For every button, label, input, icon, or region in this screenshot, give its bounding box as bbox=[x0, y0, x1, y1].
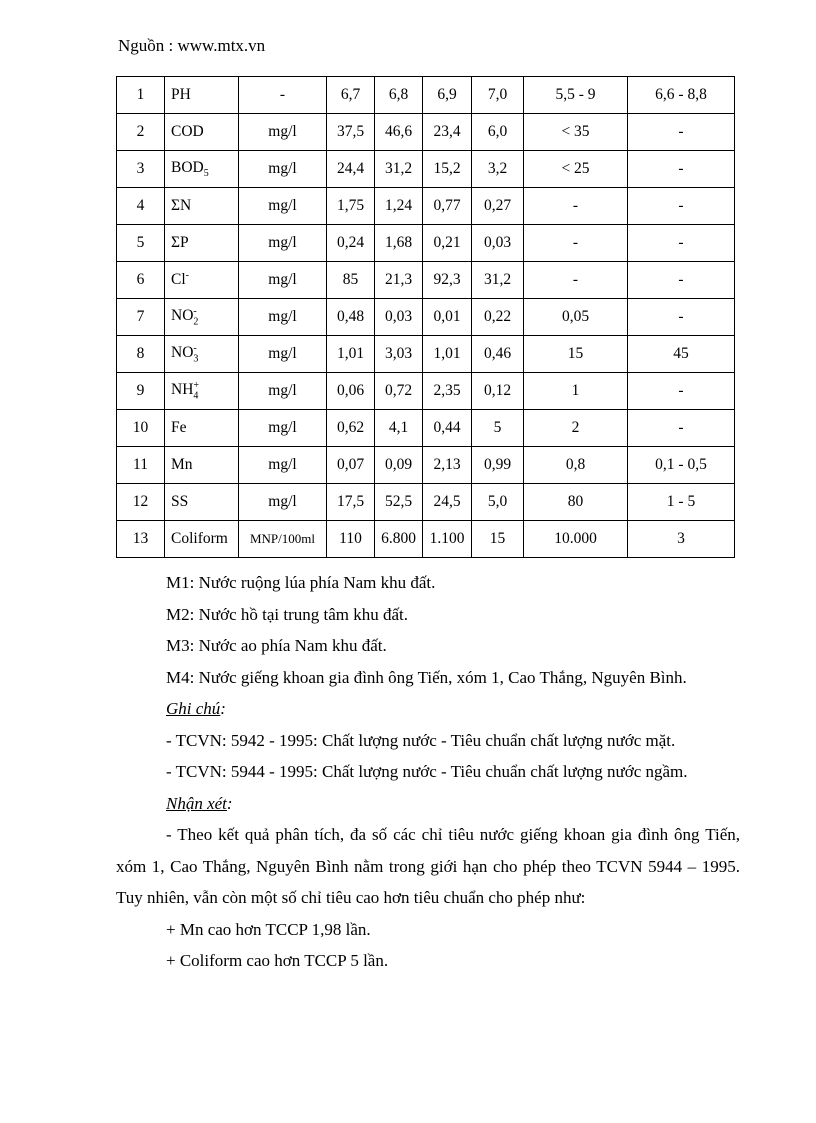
table-row bbox=[117, 262, 735, 299]
cell-no: 4 bbox=[117, 188, 165, 225]
cell-std1: - bbox=[524, 225, 628, 262]
param-name: Fe bbox=[171, 419, 187, 436]
cell-unit: MNP/100ml bbox=[239, 521, 327, 558]
note-m4: M4: Nước giếng khoan gia đình ông Tiến, xóm 1, Cao Thắng, Nguyên Bình. bbox=[166, 667, 687, 687]
cell-std2: - bbox=[628, 410, 735, 447]
cell-m2: 1,68 bbox=[375, 225, 423, 262]
cell-m4: 7,0 bbox=[472, 77, 524, 114]
cell-m1: 37,5 bbox=[327, 114, 375, 151]
cell-m2: 31,2 bbox=[375, 151, 423, 188]
source-line: Nguồn : www.mtx.vn bbox=[118, 36, 266, 55]
bullet-coliform: + Coliform cao hơn TCCP 5 lần. bbox=[166, 951, 389, 970]
cell-param bbox=[165, 262, 239, 299]
cell-m2: 46,6 bbox=[375, 114, 423, 151]
table-row bbox=[117, 336, 735, 373]
param-name: NO bbox=[171, 344, 194, 362]
cell-std2: - bbox=[628, 225, 735, 262]
cell-m2: 21,3 bbox=[375, 262, 423, 299]
cell-m4: 0,27 bbox=[472, 188, 524, 225]
cell-m2: 4,1 bbox=[375, 410, 423, 447]
cell-param bbox=[165, 225, 239, 262]
table-row bbox=[117, 77, 735, 114]
param-superscript: - bbox=[185, 270, 189, 282]
cell-m3: 0,77 bbox=[423, 188, 472, 225]
param-name: Mn bbox=[171, 456, 193, 473]
param-subscript: 3 bbox=[193, 353, 199, 365]
note-m1: M1: Nước ruộng lúa phía Nam khu đất. bbox=[166, 573, 436, 592]
cell-param bbox=[165, 114, 239, 151]
cell-no: 12 bbox=[117, 484, 165, 521]
cell-param bbox=[165, 77, 239, 114]
cell-m4: 15 bbox=[472, 521, 524, 558]
param-name: NO bbox=[171, 307, 194, 325]
table-row bbox=[117, 373, 735, 410]
note-m3: M3: Nước ao phía Nam khu đất. bbox=[166, 636, 387, 655]
cell-std1: < 35 bbox=[524, 114, 628, 151]
cell-m2: 0,72 bbox=[375, 373, 423, 410]
cell-no: 13 bbox=[117, 521, 165, 558]
cell-m1: 17,5 bbox=[327, 484, 375, 521]
cell-unit: mg/l bbox=[239, 373, 327, 410]
cell-std1: 5,5 - 9 bbox=[524, 77, 628, 114]
cell-m2: 6.800 bbox=[375, 521, 423, 558]
cell-no: 2 bbox=[117, 114, 165, 151]
table-row bbox=[117, 484, 735, 521]
param-subscript: 4 bbox=[193, 390, 199, 402]
cell-std1: < 25 bbox=[524, 151, 628, 188]
cell-m3: 2,13 bbox=[423, 447, 472, 484]
cell-m4: 0,22 bbox=[472, 299, 524, 336]
cell-m3: 92,3 bbox=[423, 262, 472, 299]
cell-m1: 0,48 bbox=[327, 299, 375, 336]
cell-m3: 23,4 bbox=[423, 114, 472, 151]
cell-std1: - bbox=[524, 188, 628, 225]
cell-unit: mg/l bbox=[239, 225, 327, 262]
cell-std2: 0,1 - 0,5 bbox=[628, 447, 735, 484]
cell-std1: 15 bbox=[524, 336, 628, 373]
cell-m4: 0,46 bbox=[472, 336, 524, 373]
cell-m2: 6,8 bbox=[375, 77, 423, 114]
cell-m1: 24,4 bbox=[327, 151, 375, 188]
table-row bbox=[117, 447, 735, 484]
cell-no: 3 bbox=[117, 151, 165, 188]
cell-unit: mg/l bbox=[239, 447, 327, 484]
param-name: PH bbox=[171, 86, 191, 103]
cell-m4: 31,2 bbox=[472, 262, 524, 299]
cell-param bbox=[165, 336, 239, 373]
param-name: ΣP bbox=[171, 234, 189, 251]
cell-param bbox=[165, 151, 239, 188]
note-tcvn-5944: - TCVN: 5944 - 1995: Chất lượng nước - Tiêu chuẩn chất lượng nước ngầm. bbox=[166, 762, 688, 781]
cell-m1: 0,06 bbox=[327, 373, 375, 410]
param-subscript: 5 bbox=[203, 168, 209, 180]
cell-unit: mg/l bbox=[239, 336, 327, 373]
cell-m3: 0,01 bbox=[423, 299, 472, 336]
param-name: NH bbox=[171, 381, 194, 399]
cell-m4: 0,99 bbox=[472, 447, 524, 484]
bullet-mn: + Mn cao hơn TCCP 1,98 lần. bbox=[166, 919, 371, 939]
param-name: Coliform bbox=[171, 530, 228, 547]
cell-m2: 3,03 bbox=[375, 336, 423, 373]
cell-std2: - bbox=[628, 188, 735, 225]
cell-m1: 1,75 bbox=[327, 188, 375, 225]
cell-param bbox=[165, 373, 239, 410]
table-row bbox=[117, 521, 735, 558]
cell-std2: - bbox=[628, 114, 735, 151]
param-superscript: - bbox=[193, 306, 197, 318]
cell-m4: 5,0 bbox=[472, 484, 524, 521]
cell-no: 1 bbox=[117, 77, 165, 114]
cell-unit: mg/l bbox=[239, 484, 327, 521]
nhan-xet-label: Nhận xét bbox=[166, 793, 227, 813]
cell-std2: - bbox=[628, 373, 735, 410]
cell-m1: 0,24 bbox=[327, 225, 375, 262]
param-superscript: - bbox=[193, 343, 197, 355]
cell-unit: mg/l bbox=[239, 151, 327, 188]
water-quality-table bbox=[116, 76, 735, 558]
cell-no: 9 bbox=[117, 373, 165, 410]
cell-unit: mg/l bbox=[239, 410, 327, 447]
note-tcvn-5942: - TCVN: 5942 - 1995: Chất lượng nước - Tiêu chuẩn chất lượng nước mặt. bbox=[166, 730, 676, 750]
table-row bbox=[117, 225, 735, 262]
param-subscript: 2 bbox=[193, 316, 199, 328]
cell-std2: 1 - 5 bbox=[628, 484, 735, 521]
cell-unit: mg/l bbox=[239, 299, 327, 336]
param-name: ΣN bbox=[171, 197, 192, 214]
notes-section bbox=[116, 567, 740, 977]
cell-m3: 15,2 bbox=[423, 151, 472, 188]
cell-param bbox=[165, 299, 239, 336]
cell-m3: 1,01 bbox=[423, 336, 472, 373]
param-name: SS bbox=[171, 493, 189, 510]
cell-no: 5 bbox=[117, 225, 165, 262]
cell-param bbox=[165, 447, 239, 484]
cell-std2: - bbox=[628, 299, 735, 336]
table-row bbox=[117, 299, 735, 336]
cell-m4: 6,0 bbox=[472, 114, 524, 151]
cell-m1: 0,07 bbox=[327, 447, 375, 484]
cell-no: 8 bbox=[117, 336, 165, 373]
cell-m1: 110 bbox=[327, 521, 375, 558]
ghi-chu-heading: Ghi chú: bbox=[166, 699, 226, 718]
note-m2: M2: Nước hồ tại trung tâm khu đất. bbox=[166, 604, 409, 624]
cell-m3: 2,35 bbox=[423, 373, 472, 410]
cell-param bbox=[165, 521, 239, 558]
cell-m3: 0,21 bbox=[423, 225, 472, 262]
ghi-chu-label: Ghi chú bbox=[166, 699, 221, 718]
cell-m1: 0,62 bbox=[327, 410, 375, 447]
cell-no: 10 bbox=[117, 410, 165, 447]
cell-m4: 0,12 bbox=[472, 373, 524, 410]
cell-std2: - bbox=[628, 262, 735, 299]
cell-no: 7 bbox=[117, 299, 165, 336]
cell-unit: - bbox=[239, 77, 327, 114]
param-superscript: + bbox=[193, 380, 200, 392]
cell-std1: 0,8 bbox=[524, 447, 628, 484]
cell-param bbox=[165, 410, 239, 447]
cell-std1: 0,05 bbox=[524, 299, 628, 336]
table-row bbox=[117, 151, 735, 188]
cell-std2: 3 bbox=[628, 521, 735, 558]
cell-m4: 0,03 bbox=[472, 225, 524, 262]
cell-m4: 3,2 bbox=[472, 151, 524, 188]
cell-std1: - bbox=[524, 262, 628, 299]
cell-m2: 0,09 bbox=[375, 447, 423, 484]
cell-std2: - bbox=[628, 151, 735, 188]
param-name: COD bbox=[171, 123, 204, 140]
cell-std1: 1 bbox=[524, 373, 628, 410]
cell-std1: 80 bbox=[524, 484, 628, 521]
cell-std1: 2 bbox=[524, 410, 628, 447]
param-name: BOD bbox=[171, 158, 204, 176]
cell-m2: 1,24 bbox=[375, 188, 423, 225]
cell-m3: 6,9 bbox=[423, 77, 472, 114]
cell-std1: 10.000 bbox=[524, 521, 628, 558]
cell-m3: 1.100 bbox=[423, 521, 472, 558]
cell-m1: 1,01 bbox=[327, 336, 375, 373]
nhan-xet-heading: Nhận xét: bbox=[166, 793, 233, 813]
cell-m3: 24,5 bbox=[423, 484, 472, 521]
cell-unit: mg/l bbox=[239, 114, 327, 151]
cell-no: 11 bbox=[117, 447, 165, 484]
table-row bbox=[117, 114, 735, 151]
cell-m3: 0,44 bbox=[423, 410, 472, 447]
cell-param bbox=[165, 188, 239, 225]
table-row bbox=[117, 188, 735, 225]
cell-m2: 0,03 bbox=[375, 299, 423, 336]
cell-m1: 6,7 bbox=[327, 77, 375, 114]
cell-unit: mg/l bbox=[239, 188, 327, 225]
comment-paragraph: - Theo kết quả phân tích, đa số các chỉ tiêu nước giếng khoan gia đình ông Tiến, xóm 1, Cao Thắng, Nguyên Bình nằm trong giới hạn cho phép theo TCVN 5944 – 1995. Tuy nhiên, vẫn còn một số chỉ tiêu cao hơn tiêu chuẩn cho phép như: bbox=[116, 825, 740, 907]
table-body bbox=[117, 77, 735, 558]
cell-unit: mg/l bbox=[239, 262, 327, 299]
cell-no: 6 bbox=[117, 262, 165, 299]
cell-m4: 5 bbox=[472, 410, 524, 447]
param-name: Cl bbox=[171, 271, 186, 289]
cell-std2: 45 bbox=[628, 336, 735, 373]
cell-param bbox=[165, 484, 239, 521]
cell-std2: 6,6 - 8,8 bbox=[628, 77, 735, 114]
cell-m1: 85 bbox=[327, 262, 375, 299]
table-row bbox=[117, 410, 735, 447]
cell-m2: 52,5 bbox=[375, 484, 423, 521]
